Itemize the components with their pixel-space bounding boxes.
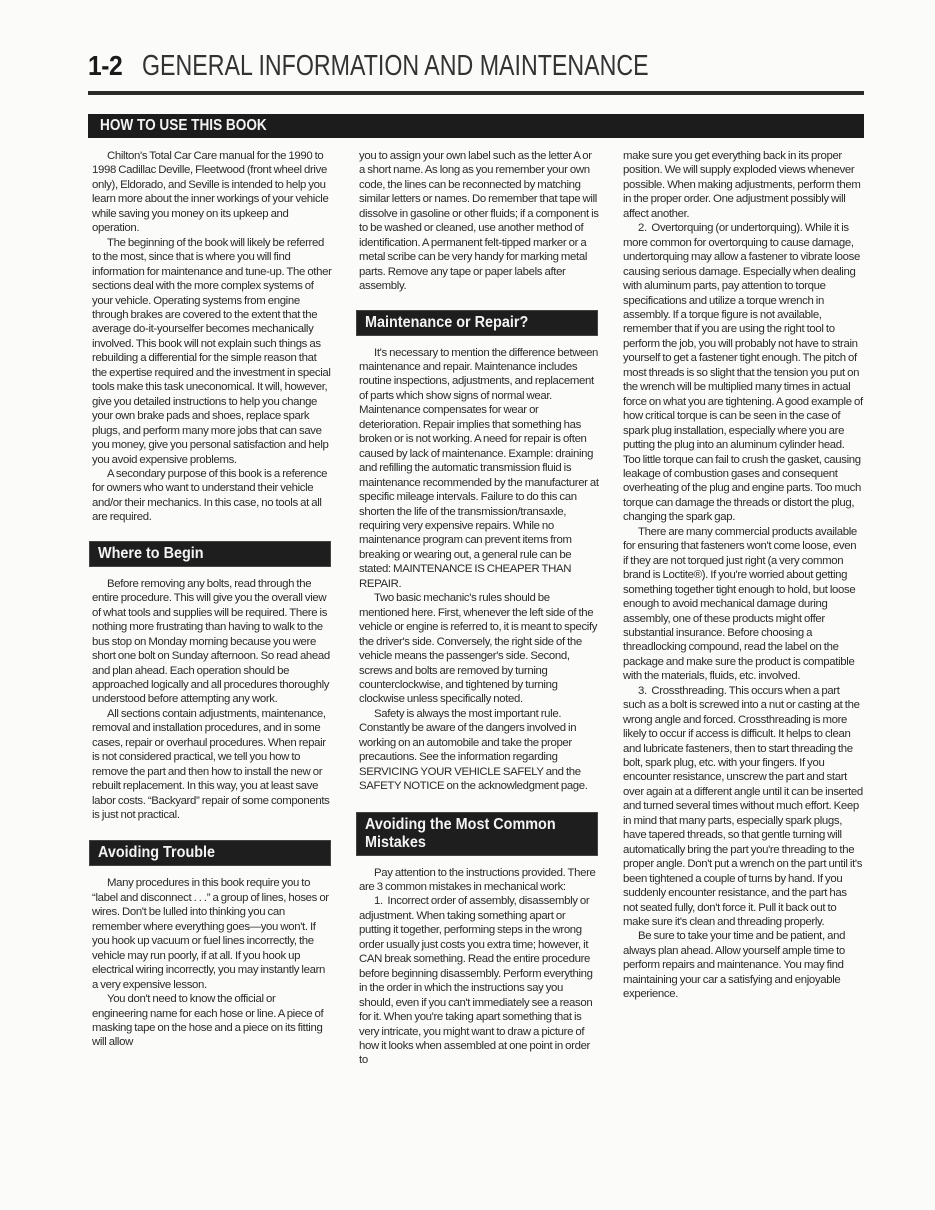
section-banner-how-to-use bbox=[88, 114, 864, 138]
subsection-banner-where-to-begin bbox=[89, 541, 331, 567]
paragraph: 2. Overtorquing (or undertorquing). While it is more common for overtorquing to cause damage, undertorquing may allow a fastener to vibrate loose causing serious damage. Especially when dealing with aluminum parts, pay attention to torque specifications and utilize a torque wrench in assembly. If a torque figure is not available, remember that if you are using the right tool to perform the job, you will probably not have to strain yourself to get a fastener tight enough. The pitch of most threads is so slight that the tension you put on the wrench will be multiplied many times in actual force on what you are tightening. A good example of how critical torque is can be seen in the case of spark plug installation, especially where you are putting the plug into an aluminum cylinder head. Too little torque can fail to crush the gasket, causing leakage of combustion gases and consequent overheating of the plug and engine parts. Too much torque can damage the threads or distort the plug, changing the spark gap. bbox=[623, 222, 863, 524]
paragraph: Chilton's Total Car Care manual for the 1990 to 1998 Cadillac Deville, Fleetwood (front wheel drive only), Eldorado, and Seville is intended to help you learn more about the inner workings of your vehicle while saving you money on its upkeep and operation. bbox=[92, 150, 329, 235]
paragraph: Before removing any bolts, read through the entire procedure. This will give you the overall view of what tools and supplies will be required. There is nothing more frustrating than having to walk to the bus stop on Monday morning because you were short one bolt on Sunday afternoon. So read ahead and plan ahead. Each operation should be approached logically and all procedures thoroughly understood before attempting any work. bbox=[92, 577, 330, 706]
paragraph: Two basic mechanic's rules should be mentioned here. First, whenever the left side of the vehicle or engine is referred to, it is meant to specify the driver's side. Conversely, the right side of the vehicle means the passenger's side. Second, screws and bolts are removed by turning counterclockwise, and tightened by turning clockwise unless specifically noted. bbox=[359, 592, 598, 706]
paragraph: Safety is always the most important rule. Constantly be aware of the dangers involved in working on an automobile and take the proper precautions. See the information regarding SERVICING YOUR VEHICLE SAFELY and the SAFETY NOTICE on the acknowledgment page. bbox=[359, 707, 588, 793]
paragraph: Pay attention to the instructions provided. There are 3 common mistakes in mechanical work: bbox=[359, 866, 596, 894]
paragraph: 3. Crossthreading. This occurs when a part such as a bolt is screwed into a nut or casting at the wrong angle and forced. Crossthreading is more likely to occur if access is difficult. It helps to clean and lubricate fasteners, then to start threading the bolt, spark plug, etc. with your fingers. If you encounter resistance, unscrew the part and start over again at a different angle until it can be inserted and turned several times without much effort. Keep in mind that many parts, especially spark plugs, have tapered threads, so that gentle turning will automatically bring the part you're threading to the proper angle. Don't put a wrench on the part until it's been tightened a couple of turns by hand. If you suddenly encounter resistance, and the part has not seated fully, don't force it. Pull it back out to make sure it's clean and threading properly. bbox=[623, 684, 863, 929]
paragraph: 1. Incorrect order of assembly, disassembly or adjustment. When taking something apart or putting it together, performing steps in the wrong order usually just costs you extra time; however, it CAN break something. Read the entire procedure before beginning disassembly. Perform everything in the order in which the instructions say you should, even if you can't immediately see a reason for it. When you're taking apart something that is very intricate, you might want to draw a picture of how it looks when assembled at one point in order to bbox=[359, 895, 593, 1067]
subsection-title: Avoiding the Most Common Mistakes bbox=[365, 815, 556, 851]
subsection-title: Maintenance or Repair? bbox=[365, 313, 529, 331]
page-number: 1-2 bbox=[88, 50, 123, 81]
column-2 bbox=[359, 149, 599, 1068]
paragraph: All sections contain adjustments, maintenance, removal and installation procedures, and in some cases, repair or overhaul procedures. When repair is not considered practical, we tell you how to remove the part and then how to install the new or rebuilt replacement. In this way, you at least save labor costs. “Backyard” repair of some components is just not practical. bbox=[92, 707, 330, 822]
paragraph: It's necessary to mention the difference between maintenance and repair. Maintenance includes routine inspections, adjustments, and replacement of parts which show signs of normal wear. Maintenance compensates for wear or deterioration. Repair implies that something has broken or is not working. A need for repair is often caused by lack of maintenance. Example: draining and refilling the automatic transmission fluid is maintenance recommended by the manufacturer at specific mileage intervals. Failure to do this can shorten the life of the transmission/transaxle, requiring very expensive repairs. While no maintenance program can prevent items from breaking or wearing out, a general rule can be stated: MAINTENANCE IS CHEAPER THAN REPAIR. bbox=[359, 346, 599, 590]
subsection-banner-common-mistakes bbox=[356, 812, 598, 856]
paragraph: Be sure to take your time and be patient, and always plan ahead. Allow yourself ample time to perform repairs and maintenance. You may find maintaining your car a satisfying and enjoyable experience. bbox=[623, 930, 846, 1001]
paragraph: make sure you get everything back in its proper position. We will supply exploded views whenever possible. When making adjustments, perform them in the proper order. One adjustment possibly will affect another. bbox=[623, 150, 861, 220]
subsection-banner-maintenance-or-repair bbox=[356, 310, 598, 336]
chapter-title: GENERAL INFORMATION AND MAINTENANCE bbox=[142, 50, 649, 82]
column-1 bbox=[92, 149, 332, 1050]
subsection-title: Avoiding Trouble bbox=[98, 844, 216, 862]
page-header bbox=[88, 50, 775, 90]
column-3 bbox=[623, 149, 863, 1002]
header-rule bbox=[88, 91, 864, 95]
subsection-banner-avoiding-trouble bbox=[89, 840, 331, 866]
paragraph: You don't need to know the official or engineering name for each hose or line. A piece of masking tape on the hose and a piece on its fitting will allow bbox=[92, 993, 324, 1049]
paragraph: The beginning of the book will likely be referred to the most, since that is where you will find information for maintenance and tune-up. The other sections deal with the more complex systems of your vehicle. Operating systems from engine through brakes are covered to the extent that the average do-it-yourselfer becomes mechanically involved. This book will not explain such things as rebuilding a differential for the simple reason that the expertise required and the investment in special tools make this task uneconomical. It will, however, give you detailed instructions to help you change your own brake pads and shoes, replace spark plugs, and perform many more jobs that can save you money, give you personal satisfaction and help you avoid expensive problems. bbox=[92, 236, 332, 466]
paragraph: There are many commercial products available for ensuring that fasteners won't come loose, even if they are not torqued just right (a very common brand is Loctite®). If you're worried about getting something together tight enough to hold, but loose enough to avoid mechanical damage during assembly, one of these products might offer substantial insurance. Before choosing a threadlocking compound, read the label on the package and make sure the product is compatible with the materials, fluids, etc. involved. bbox=[623, 525, 857, 683]
paragraph: you to assign your own label such as the letter A or a short name. As long as you remember your own code, the lines can be reconnected by matching similar letters or names. Do remember that tape will dissolve in gasoline or other fluids; if a component is to be washed or cleaned, use another method of identification. A permanent felt-tipped marker or a metal scribe can be very handy for marking metal parts. Remove any tape or paper labels after assembly. bbox=[359, 150, 599, 293]
paragraph: A secondary purpose of this book is a reference for owners who want to understand their vehicle and/or their mechanics. In this case, no tools at all are required. bbox=[92, 467, 328, 524]
section-title: HOW TO USE THIS BOOK bbox=[100, 117, 267, 134]
subsection-title: Where to Begin bbox=[98, 544, 204, 562]
paragraph: Many procedures in this book require you to “label and disconnect . . .” a group of lines, hoses or wires. Don't be lulled into thinking you can remember where everything goes—you won't. If you hook up vacuum or fuel lines incorrectly, the vehicle may run poorly, if at all. If you hook up electrical wiring incorrectly, you may instantly learn a very expensive lesson. bbox=[92, 877, 329, 991]
